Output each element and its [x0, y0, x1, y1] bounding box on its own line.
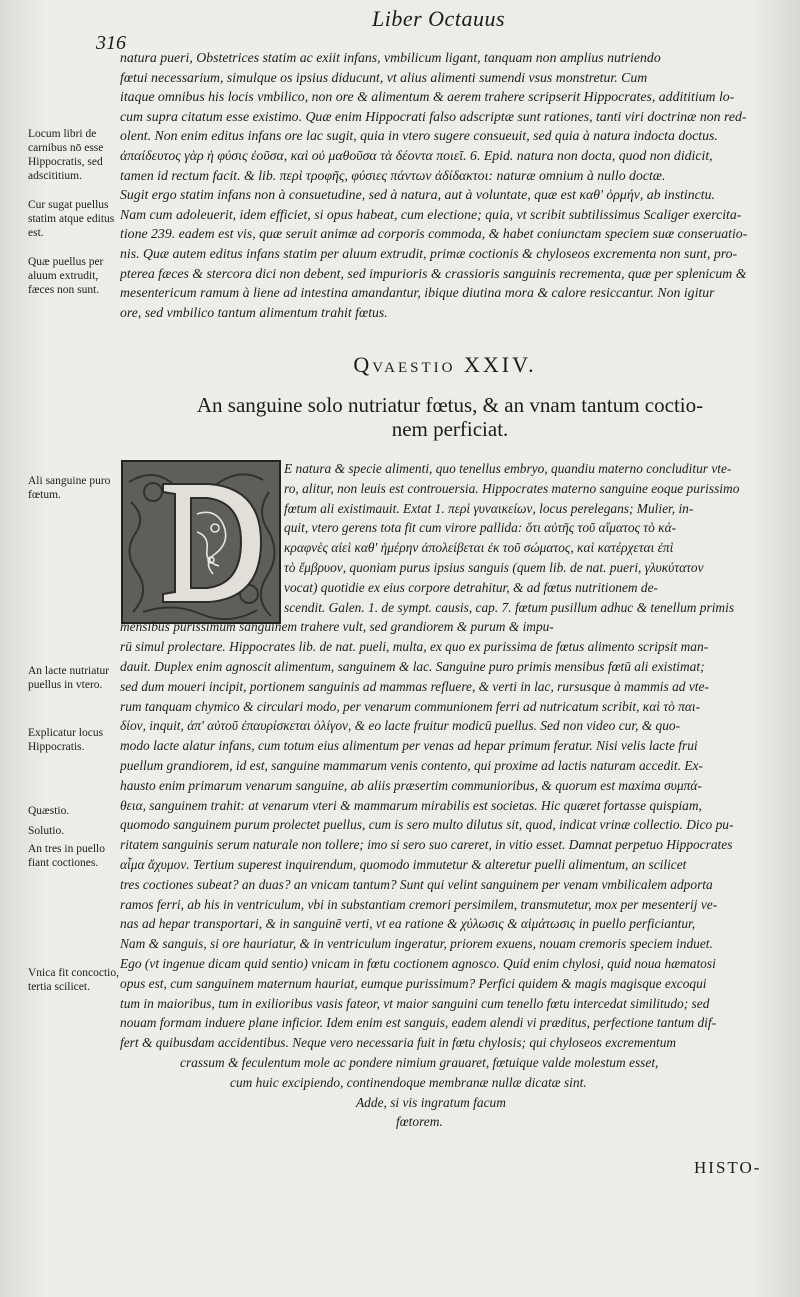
margin-note: An lacte nutriatur puellus in vtero.	[28, 665, 110, 691]
text-line: vocat) quotidie ex eius corpore detrahitur, & ad fœtus nutritionem de-	[284, 579, 659, 595]
text-line: Nam & sanguis, si ore hauriatur, & in ventriculum ingeratur, priorem exuens, nouam cremoris speciem induet.	[120, 936, 713, 952]
text-line: quit, vtero gerens tota fit cum virore pallida: ὅτι αὐτῆς τοῦ αἵματος τὸ κά-	[284, 520, 677, 536]
text-line: crassum & feculentum mole ac pondere nimium grauaret, fœtuique valde molestum esset,	[180, 1054, 659, 1070]
text-line: cum supra citatum esse existimo. Quæ enim Hippocrati falso adscriptæ sunt rationes, tanti viri doctrinæ non red-	[120, 108, 747, 124]
text-line: ore, sed vmbilico tantum alimentum trahit fœtus.	[120, 304, 388, 320]
text-line: rum tanquam chymico & circulari modo, per venarum communionem ferri ad nutricatum scribit, καὶ τὸ παι-	[120, 698, 701, 714]
text-line: nas ad hepar transportari, & in sanguinē verti, vt ea ratione & χύλωσις & αἱμάτωσις in puello perficiantur,	[120, 916, 696, 932]
body-paragraph	[120, 459, 770, 1132]
text-line: scendit. Galen. 1. de sympt. causis, cap. 7. fœtum pusillum adhuc & tenellum primis	[284, 599, 735, 615]
text-line: rū simul prolectare. Hippocrates lib. de nat. pueli, multa, ex quo ex purissima de fœtus alimento scripsit man-	[120, 639, 709, 655]
margin-note: Solutio.	[28, 825, 65, 837]
text-line: fœtum ali existimauit. Extat 1. περὶ γυναικείων, locus perelegans; Mulier, in-	[284, 500, 694, 516]
margin-note: Ali sanguine puro fœtum.	[28, 475, 111, 501]
page-number: 316	[96, 32, 126, 54]
text-line: opus est, cum sanguinem maternum hauriat, eumque purissimum? Perfici quidem & magis magisque excoqui	[120, 975, 707, 991]
text-line: dauit. Duplex enim agnoscit alimentum, sanguinem & lac. Sanguine puro primis mensibus fœtū ali existimat;	[120, 658, 705, 674]
text-line: fert & quibusdam accidentibus. Neque vero necessaria fuit in fœtu chylosis; qui chyloseos excrementum	[120, 1035, 677, 1051]
text-line: tione 239. eadem est vis, quæ seruit animæ ad corporis commoda, & habet coniunctam speciem suæ conseruatio-	[120, 226, 748, 242]
catchword: HISTO-	[694, 1158, 762, 1177]
text-line: tamen id rectum facit. & lib. περὶ τροφῆς, φύσιες πάντων ἀδίδακτοι: naturæ omnium à nullo doctæ.	[120, 167, 666, 183]
question-heading: Qvaestio XXIV.	[353, 352, 537, 377]
text-line: mesentericum ramum à liene ad intestina amandantur, ibique diutina mora & calore resiccantur. Non igitur	[120, 285, 715, 301]
text-line: pterea fæces & stercora dici non debent, sed impurioris & crassioris sanguinis recrementa, quæ per splenicum &	[120, 265, 747, 281]
text-line: olent. Non enim editus infans ore lac sugit, quia in vtero sugere consueuit, sed quia à natura indocta doctus.	[120, 128, 718, 144]
margin-note: Vnica fit concoctio, tertia scilicet.	[28, 967, 120, 993]
text-line: ἀπαίδευτος γὰρ ἡ φύσις ἐοῦσα, καὶ οὐ μαθοῦσα τὰ δέοντα ποιεῖ. 6. Epid. natura non docta, quod non didicit,	[120, 147, 713, 163]
text-line: tum in maioribus, tum in exilioribus vasis fateor, vt maior sanguini cum tenello fœtu intercedat similitudo; sed	[120, 995, 710, 1011]
margin-note: Cur sugat puellus statim atque editus est.	[28, 199, 115, 239]
text-line: nis. Quæ autem editus infans statim per aluum extrudit, primæ coctionis & chyloseos excrementa non sunt, pro-	[120, 245, 738, 261]
page-header	[0, 6, 800, 54]
text-line: sed dum moueri incipit, portionem sanguinis ad mammas refluere, & verti in lac, rursusque à mammis ad vte-	[120, 678, 709, 694]
text-line: hausto enim primarum venarum sanguine, ab aliis præsertim communioribus, & quorum est maxima συμπά-	[120, 777, 702, 793]
text-line: κραφνὲς αἰεὶ καθ' ἡμέρην ἀπολείβεται ἐκ τοῦ σώματος, καὶ κατέρχεται ἐπὶ	[284, 540, 674, 556]
text-line: τὸ ἔμβρυον, quoniam purus ipsius sanguis (quem lib. de nat. pueri, γλυκύτατον	[284, 559, 704, 575]
text-line: Adde, si vis ingratum facum	[356, 1094, 506, 1110]
margin-note: Explicatur locus Hippocratis.	[28, 727, 104, 753]
text-line: modo lacte alatur infans, cum totum eius alimentum per venas ad hepar primum feratur. Nisi velis lacte frui	[120, 738, 698, 754]
subtitle-line: nem perficiat.	[391, 417, 509, 441]
text-line: fœtorem.	[396, 1114, 443, 1130]
margin-note: Quæ puellus per aluum extrudit, fæces non sunt.	[28, 256, 104, 296]
text-line: tres coctiones subeat? an duas? an vnicam tantum? Sunt qui velint sanguinem per venam vmbilicalem adporta	[120, 876, 713, 892]
text-line: natura pueri, Obstetrices statim ac exiit infans, vmbilicum ligant, tanquam non amplius nutriendo	[120, 50, 661, 65]
text-line: cum huic excipiendo, continendoque membranæ nullæ dicatæ sint.	[230, 1074, 587, 1090]
text-line: αἷμα ἄχυμον. Tertium superest inquirendum, quomodo immutetur & alteretur puelli alimentum, an scilicet	[120, 856, 687, 872]
margin-note: Locum libri de carnibus nō esse Hippocratis, sed adscititium.	[28, 128, 104, 182]
text-line: Nam cum adoleuerit, idem efficiet, si opus habeat, cum electione; quia, vt scribit subtilissimus Scaliger exercita-	[120, 206, 742, 222]
text-line: nouam formam induere plane inficior. Idem enim est sanguis, eadem alendi vi præditus, perfectione tantum dif-	[120, 1015, 717, 1031]
text-line: ritatem sanguinis serum naturale non tollere; imo si sero suo careret, in vitio esset. Damnat perpetuo Hippocrates	[120, 837, 733, 853]
text-line: Sugit ergo statim infans non à consuetudine, sed à natura, aut à voluntate, quæ est καθ' ὁρμήν, ab instinctu.	[120, 187, 715, 203]
text-line: itaque omnibus his locis vmbilico, non ore & alimentum & aerem trahere scripserit Hippocrates, addititium lo-	[120, 89, 735, 105]
text-line: ramos ferri, ab his in ventriculum, vbi in substantiam cremori persimilem, transmutetur, mox per mesenterij ve-	[120, 896, 718, 912]
text-line: mensibus purissimum sanguinem trahere vult, sed grandiorem & purum & impu-	[120, 619, 554, 635]
subtitle-line: An sanguine solo nutriatur fœtus, & an vnam tantum coctio-	[196, 393, 704, 417]
text-line: θεια, sanguinem trahit: at venarum vteri & mammarum mirabilis est societas. Hic quæret fortasse quispiam,	[120, 797, 702, 813]
margin-note: Quæstio.	[28, 805, 70, 817]
text-line: E natura & specie alimenti, quo tenellus embryo, quandiu materno concluditur vte-	[284, 461, 732, 476]
top-paragraph	[120, 48, 770, 322]
margin-note: An tres in puello fiant coctiones.	[28, 843, 105, 869]
text-line: ro, alitur, non leuis est controuersia. Hippocrates materno sanguine eoque purissimo	[284, 480, 740, 496]
text-line: δίον, inquit, ἀπ' αὐτοῦ ἐπαυρίσκεται ὀλίγον, & eo lacte fruitur modicū puellus. Sed non video cur, & quo-	[120, 718, 681, 734]
question-subtitle	[150, 393, 750, 441]
text-line: fœtui necessarium, simulque os ipsius diducunt, vt alius alimenti sumendi vsus monstretur. Cum	[120, 69, 648, 85]
text-line: puellum grandiorem, id est, sanguine mammarum venis contento, qui proxime ad lactis naturam accedit. Ex-	[120, 757, 703, 773]
running-title: Liber Octauus	[372, 6, 505, 31]
text-line: quomodo sanguinem purum prolectet puellus, cum is sero multo dilutus sit, quod, indicat vrinæ collectio. Dico pu-	[120, 817, 734, 833]
text-line: Ego (vt ingenue dicam quid sentio) vnicam in fœtu coctionem agnosco. Quid enim chylosi, quid noua hæmatosi	[120, 955, 716, 971]
